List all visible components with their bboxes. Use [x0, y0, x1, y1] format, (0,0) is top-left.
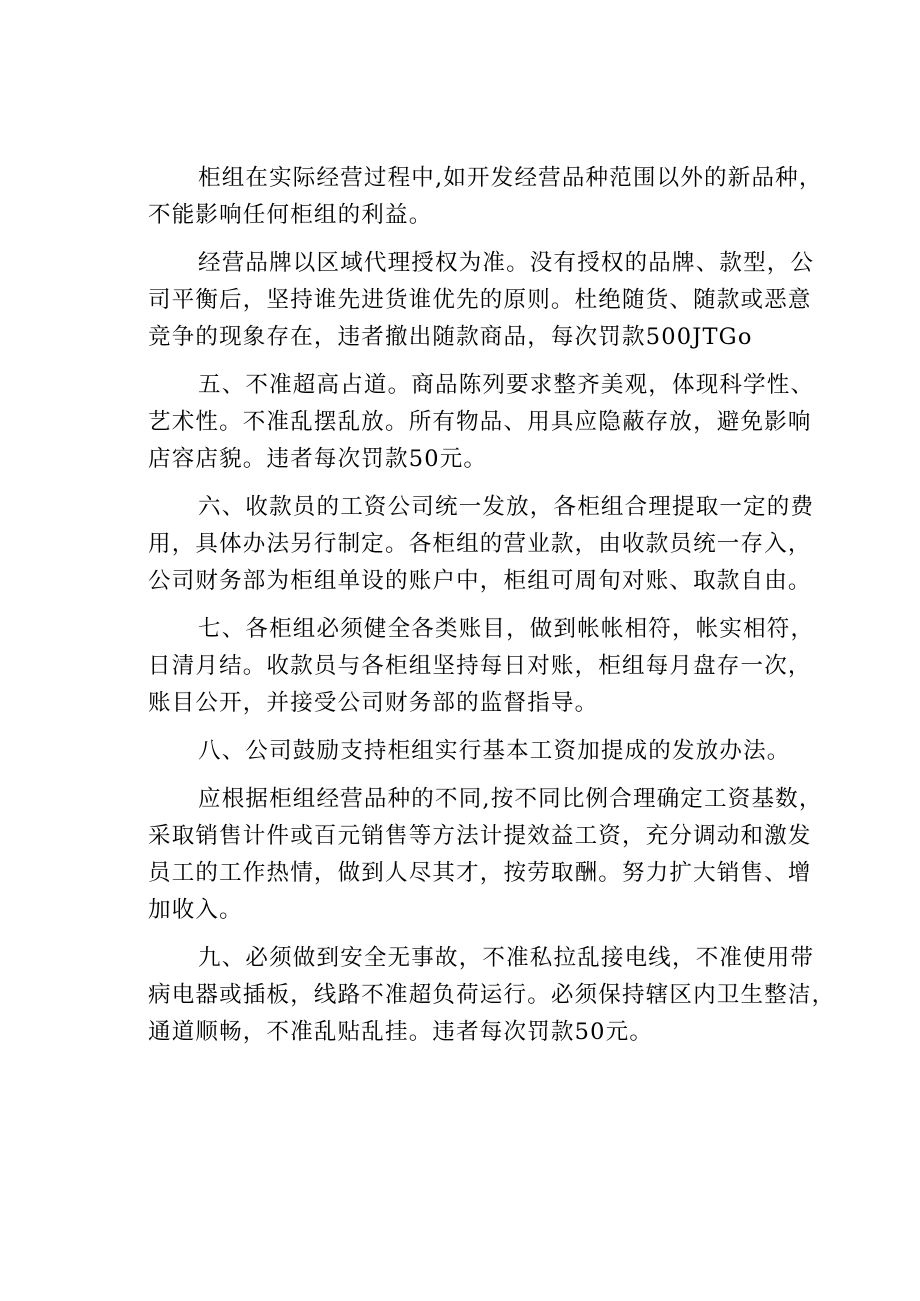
- text-line: 通道顺畅，不准乱贴乱挂。违者每次罚款50元。: [148, 1019, 654, 1045]
- paragraph-item-five: [148, 367, 815, 478]
- text-line: 加收入。: [148, 897, 243, 923]
- text-line: 柜组在实际经营过程中,如开发经营品种范围以外的新品种，: [198, 165, 823, 191]
- text-line: 七、各柜组必须健全各类账目，做到帐帐相符，帐实相符，: [198, 616, 815, 642]
- document-body: [148, 160, 836, 1062]
- paragraph-wage-basis: [148, 781, 823, 929]
- paragraph-item-seven: [148, 611, 815, 722]
- text-line: 店容店貌。违者每次罚款50元。: [148, 446, 488, 472]
- text-line: 病电器或插板，线路不准超负荷运行。必须保持辖区内卫生整洁，: [148, 982, 836, 1008]
- text-line: 采取销售计件或百元销售等方法计提效益工资，充分调动和激发: [148, 823, 812, 849]
- text-line: 竞争的现象存在，违者撤出随款商品，每次罚款500JTGo: [148, 324, 753, 350]
- text-line: 经营品牌以区域代理授权为准。没有授权的品牌、款型，公: [198, 250, 815, 276]
- paragraph-item-nine: [148, 940, 836, 1051]
- text-line: 日清月结。收款员与各柜组坚持每日对账，柜组每月盘存一次，: [148, 653, 812, 679]
- text-line: 五、不准超高占道。商品陈列要求整齐美观，体现科学性、: [198, 372, 815, 398]
- text-line: 九、必须做到安全无事故，不准私拉乱接电线，不准使用带: [198, 945, 815, 971]
- text-line: 六、收款员的工资公司统一发放，各柜组合理提取一定的费: [198, 494, 815, 520]
- paragraph-item-six: [148, 489, 815, 600]
- text-line: 艺术性。不准乱摆乱放。所有物品、用具应隐蔽存放，避免影响: [148, 409, 812, 435]
- text-line: 账目公开，并接受公司财务部的监督指导。: [148, 690, 599, 716]
- text-line: 公司财务部为柜组单设的账户中，柜组可周旬对账、取款自由。: [148, 568, 812, 594]
- text-line: 不能影响任何柜组的利益。: [148, 202, 433, 228]
- paragraph-item-eight: [148, 733, 808, 770]
- text-line: 用，具体办法另行制定。各柜组的营业款，由收款员统一存入，: [148, 531, 812, 557]
- paragraph-new-products: [148, 160, 823, 234]
- text-line: 应根据柜组经营品种的不同,按不同比例合理确定工资基数，: [198, 786, 823, 812]
- paragraph-brand-authorization: [148, 245, 815, 356]
- text-line: 员工的工作热情，做到人尽其才，按劳取酬。努力扩大销售、增: [148, 860, 812, 886]
- text-line: 八、公司鼓励支持柜组实行基本工资加提成的发放办法。: [198, 738, 791, 764]
- text-line: 司平衡后，坚持谁先进货谁优先的原则。杜绝随货、随款或恶意: [148, 287, 812, 313]
